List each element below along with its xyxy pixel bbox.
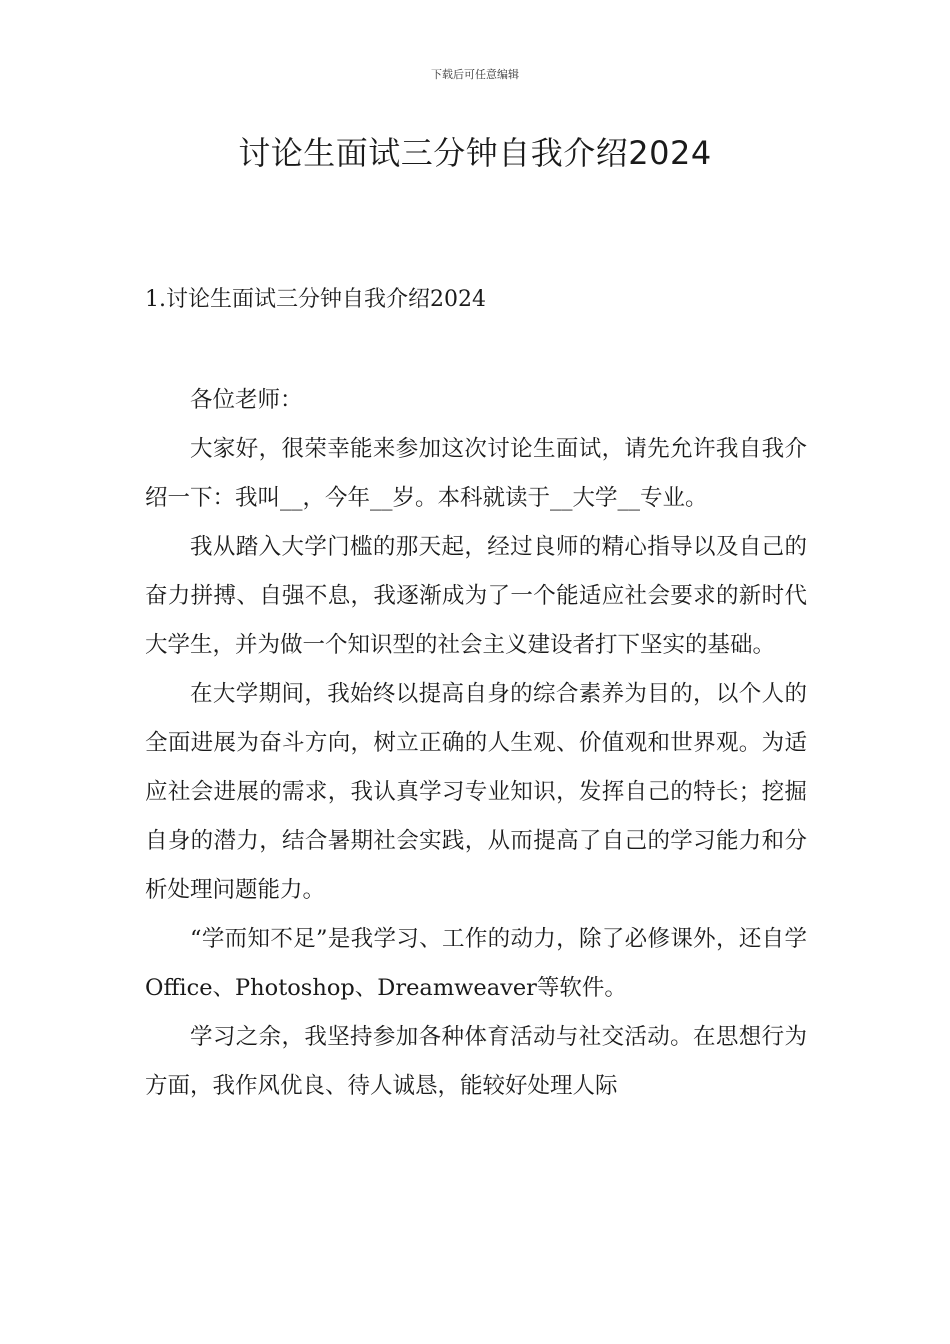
section-heading: 1.讨论生面试三分钟自我介绍2024 [145,287,486,312]
intro-paragraph: 大家好，很荣幸能来参加这次讨论生面试，请先允许我自我介绍一下：我叫__，今年__岁。本科就读于__大学__专业。 [145,436,807,511]
study-paragraph: 在大学期间，我始终以提高自身的综合素养为目的，以个人的全面进展为奋斗方向，树立正确的人生观、价值观和世界观。为适应社会进展的需求，我认真学习专业知识，发挥自己的特长；挖掘自身的潜力，结合暑期社会实践，从而提高了自己的学习能力和分析处理问题能力。 [145,681,807,903]
skills-paragraph: “学而知不足”是我学习、工作的动力，除了必修课外，还自学Office、Photoshop、Dreamweaver等软件。 [145,926,807,1001]
activities-paragraph: 学习之余，我坚持参加各种体育活动与社交活动。在思想行为方面，我作风优良、待人诚恳，能较好处理人际 [145,1024,807,1099]
document-title: 讨论生面试三分钟自我介绍2024 [238,134,712,172]
header-note: 下载后可任意编辑 [431,68,519,81]
salutation-paragraph: 各位老师： [190,387,303,413]
university-paragraph: 我从踏入大学门槛的那天起，经过良师的精心指导以及自己的奋力拼搏、自强不息，我逐渐成为了一个能适应社会要求的新时代大学生，并为做一个知识型的社会主义建设者打下坚实的基础。 [145,534,807,658]
document-body [145,376,807,1111]
